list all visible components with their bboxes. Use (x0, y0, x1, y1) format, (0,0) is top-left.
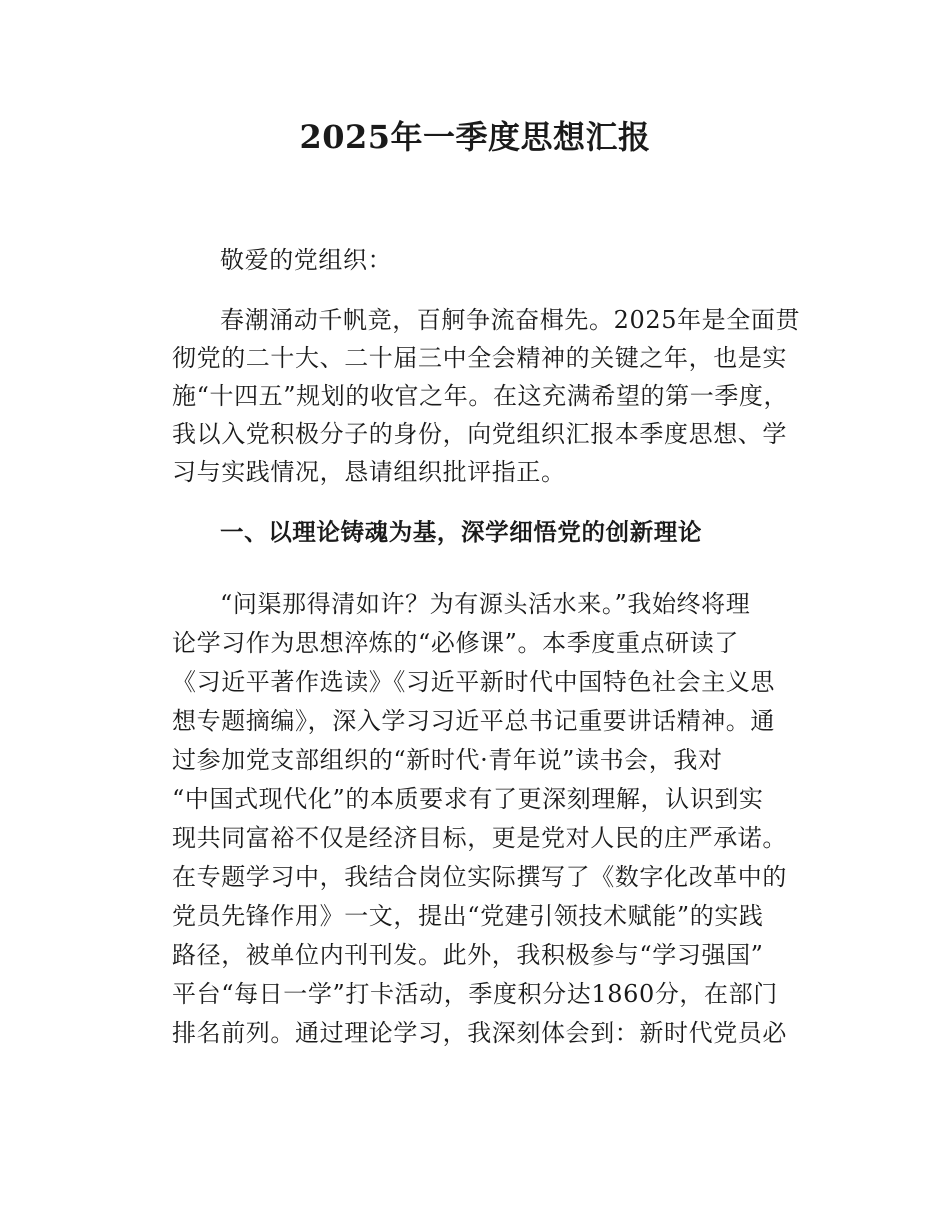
salutation: 敬爱的党组织： (220, 246, 393, 274)
paragraph-line: 现共同富裕不仅是经济目标，更是党对人民的庄严承诺。 (172, 824, 787, 852)
paragraph-line: 在专题学习中，我结合岗位实际撰写了《数字化改革中的 (172, 863, 787, 891)
paragraph-line: 春潮涌动千帆竞，百舸争流奋楫先。2025年是全面贯 (220, 306, 801, 334)
document-title: 2025年一季度思想汇报 (299, 118, 651, 156)
paragraph-line: 习与实践情况，恳请组织批评指正。 (172, 458, 566, 486)
paragraph-line: 施“十四五”规划的收官之年。在这充满希望的第一季度， (172, 382, 789, 410)
paragraph-line: 彻党的二十大、二十届三中全会精神的关键之年，也是实 (172, 344, 787, 372)
paragraph-line: 党员先锋作用》一文，提出“党建引领技术赋能”的实践 (172, 902, 764, 930)
paragraph-line: 想专题摘编》，深入学习习近平总书记重要讲话精神。通 (172, 707, 775, 735)
paragraph-line: 《习近平著作选读》《习近平新时代中国特色社会主义思 (172, 668, 775, 696)
paragraph-line: “问渠那得清如许？为有源头活水来。”我始终将理 (220, 590, 751, 618)
paragraph-line: 排名前列。通过理论学习，我深刻体会到：新时代党员必 (172, 1019, 787, 1047)
paragraph-line: 我以入党积极分子的身份，向党组织汇报本季度思想、学 (172, 420, 787, 448)
paragraph-line: 路径，被单位内刊刊发。此外，我积极参与“学习强国” (172, 941, 764, 969)
paragraph-line: 论学习作为思想淬炼的“必修课”。本季度重点研读了 (172, 629, 739, 657)
paragraph-line: 过参加党支部组织的“新时代·青年说”读书会，我对 (172, 746, 723, 774)
paragraph-line: 平台“每日一学”打卡活动，季度积分达1860分，在部门 (172, 980, 778, 1008)
section-heading: 一、以理论铸魂为基，深学细悟党的创新理论 (220, 518, 702, 546)
paragraph-line: “中国式现代化”的本质要求有了更深刻理解，认识到实 (172, 785, 764, 813)
